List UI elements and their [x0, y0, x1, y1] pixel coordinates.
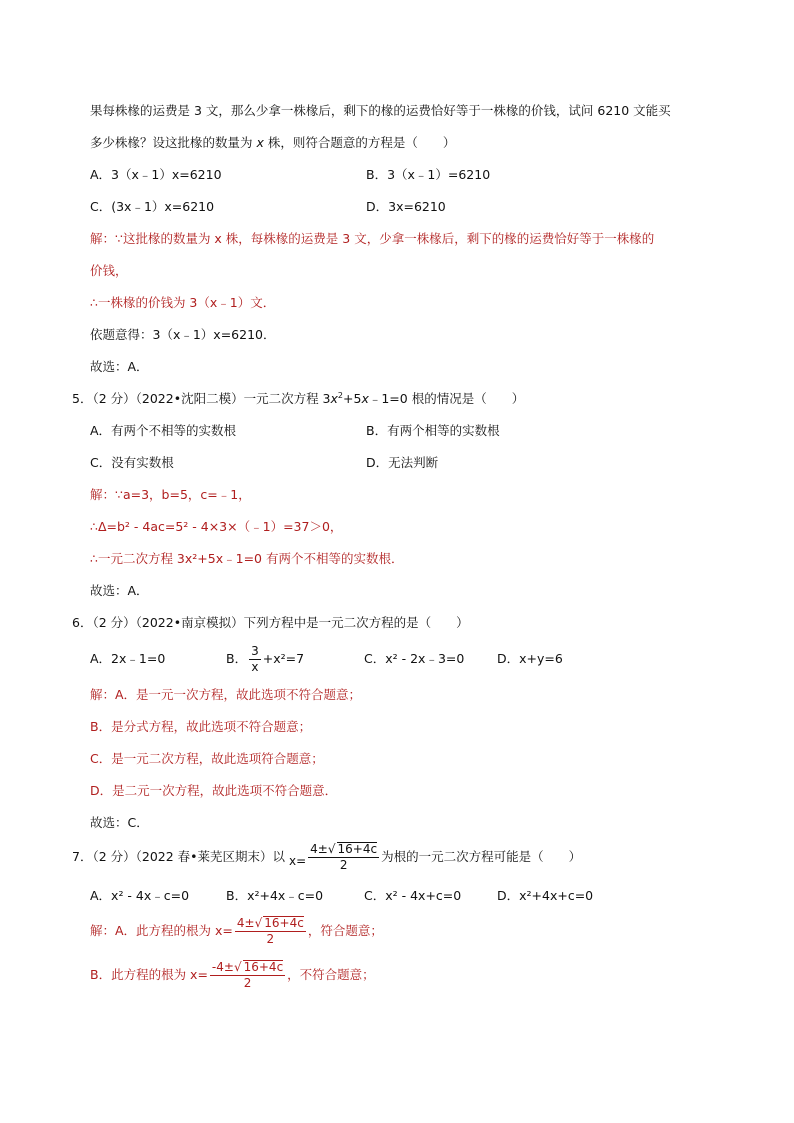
option-c: C．(3x﹣1）x=6210 — [90, 199, 215, 214]
text: -4± — [211, 960, 234, 974]
option-b: B．3（x﹣1）=6210 — [366, 167, 491, 182]
text: +x²=7 — [262, 651, 305, 666]
radicand: 16+4c — [337, 842, 378, 856]
option-a: A．x² - 4x﹣c=0 — [90, 888, 190, 903]
text: ﹣1=0 根的情况是（ ） — [368, 391, 525, 406]
numerator: -4±√ 16+4c — [211, 960, 284, 974]
text: B． — [226, 651, 248, 666]
text: 株，则符合题意的方程是（ ） — [263, 135, 456, 150]
denominator: 2 — [266, 932, 275, 946]
option-d: D．x+y=6 — [497, 651, 563, 666]
option-a: A．3（x﹣1）x=6210 — [90, 167, 222, 182]
option-a: A．有两个不相等的实数根 — [90, 423, 237, 438]
solution-line: ∴一元二次方程 3x²+5x﹣1=0 有两个不相等的实数根． — [90, 551, 404, 566]
numerator: 3 — [251, 644, 259, 658]
variable: x — [361, 391, 369, 406]
option-b — [226, 636, 304, 682]
text: +5 — [343, 391, 362, 406]
solution-line: 依题意得：3（x﹣1）x=6210． — [90, 327, 276, 342]
text: 5．（2 分）（2022•沈阳二模）一元二次方程 3 — [72, 391, 331, 406]
question-5-stem — [72, 389, 524, 409]
solution-line: C．是一元二次方程，故此选项符合题意； — [90, 751, 324, 766]
solution-line: B．是分式方程，故此选项不符合题意； — [90, 719, 312, 734]
option-a: A．2x﹣1=0 — [90, 651, 166, 666]
variable: x — [330, 391, 338, 406]
option-d: D．x²+4x+c=0 — [497, 888, 594, 903]
denominator: x — [251, 660, 259, 674]
option-c: C．x² - 4x+c=0 — [364, 888, 462, 903]
text: 4± — [236, 916, 255, 930]
text: 4± — [310, 842, 328, 856]
variable: x= — [289, 854, 307, 868]
denominator: 2 — [339, 858, 348, 872]
denominator: 2 — [243, 976, 252, 990]
exponent: 2 — [337, 391, 343, 400]
solution-line: 解：∵a=3，b=5，c=﹣1， — [90, 487, 251, 502]
option-c: C．没有实数根 — [90, 455, 174, 470]
question-6-stem: 6．（2 分）（2022•南京模拟）下列方程中是一元二次方程的是（ ） — [72, 615, 469, 630]
option-b: B．x²+4x﹣c=0 — [226, 888, 324, 903]
fraction — [249, 644, 261, 675]
text: 为根的一元二次方程可能是（ ） — [381, 849, 582, 864]
answer-line: 故选：C． — [90, 815, 149, 830]
option-d: D．3x=6210 — [366, 199, 446, 214]
option-d: D．无法判断 — [366, 455, 439, 470]
text: 多少株椽？设这批椽的数量为 — [90, 135, 257, 150]
text: ，不符合题意； — [287, 967, 375, 982]
text: ，符合题意； — [307, 923, 383, 938]
option-b: B．有两个相等的实数根 — [366, 423, 500, 438]
solution-line: ∴Δ=b² - 4ac=5² - 4×3×（﹣1）=37＞0， — [90, 519, 343, 534]
solution-line — [90, 954, 375, 996]
numerator: 4±√ 16+4c — [236, 916, 304, 930]
problem-text-line: 果每株椽的运费是 3 文，那么少拿一株椽后，剩下的椽的运费恰好等于一株椽的价钱，试问 6210 文能买 — [90, 103, 671, 118]
solution-line — [90, 910, 383, 952]
problem-text-line — [90, 133, 455, 153]
question-7-stem — [72, 836, 581, 882]
text: 解：A．此方程的根为 x= — [90, 923, 233, 938]
solution-line: 解：∵这批椽的数量为 x 株，每株椽的运费是 3 文，少拿一株椽后，剩下的椽的运费恰好等于一株椽的 — [90, 231, 655, 246]
text: 7．（2 分）（2022 春•莱芜区期末）以 — [72, 849, 290, 864]
solution-line: ∴一株椽的价钱为 3（x﹣1）文． — [90, 295, 276, 310]
radicand: 16+4c — [264, 916, 304, 930]
fraction — [235, 916, 306, 947]
numerator: 4±√ 16+4c — [310, 842, 378, 856]
answer-line: 故选：A． — [90, 359, 149, 374]
answer-line: 故选：A． — [90, 583, 149, 598]
variable: x — [256, 135, 264, 150]
option-c: C．x² - 2x﹣3=0 — [364, 651, 465, 666]
fraction — [210, 960, 285, 991]
solution-line: 价钱， — [90, 263, 128, 278]
radicand: 16+4c — [243, 960, 284, 974]
text: B．此方程的根为 x= — [90, 967, 208, 982]
solution-line: 解：A．是一元一次方程，故此选项不符合题意； — [90, 687, 362, 702]
solution-line: D．是二元一次方程，故此选项不符合题意． — [90, 783, 338, 798]
fraction — [308, 842, 379, 873]
